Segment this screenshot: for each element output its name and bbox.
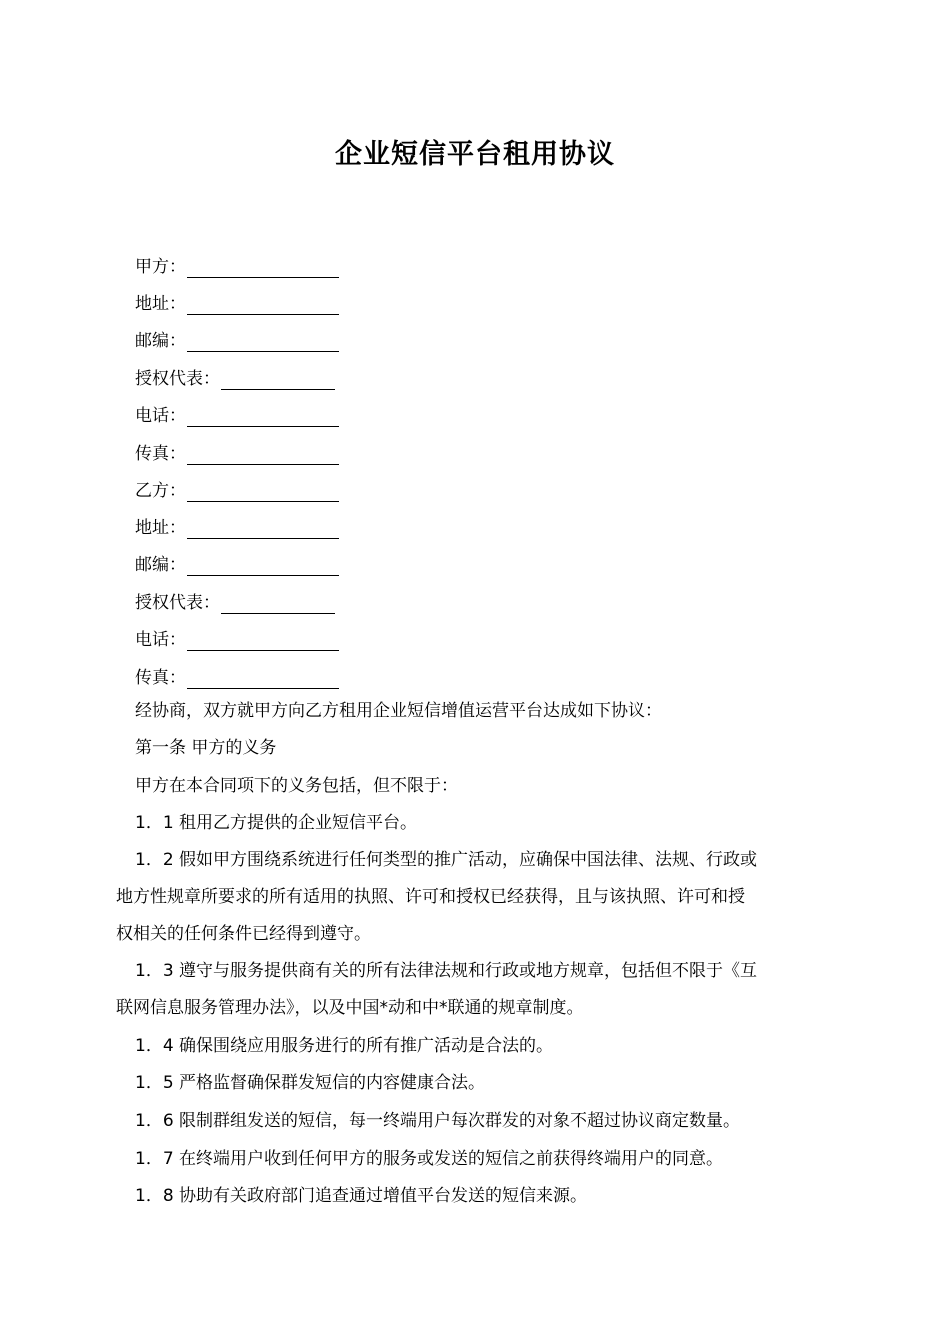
party-b-postcode-blank — [187, 555, 339, 576]
party-a-fax-blank — [187, 444, 339, 465]
party-a-name-blank — [187, 257, 339, 278]
clause-1-1: 1．1 租用乙方提供的企业短信平台。 — [135, 813, 418, 833]
party-a-representative-blank — [221, 369, 335, 390]
party-b-representative-label: 授权代表： — [135, 593, 220, 613]
party-b-fax-blank — [187, 668, 339, 689]
party-a-postcode-blank — [187, 331, 339, 352]
clause-1-3-line-2: 联网信息服务管理办法》，以及中国*动和中*联通的规章制度。 — [116, 998, 584, 1018]
party-a-phone-label: 电话： — [135, 406, 186, 426]
party-a-address-blank — [187, 294, 339, 315]
party-b-address-label: 地址： — [135, 518, 186, 538]
party-b-name-blank — [187, 481, 339, 502]
party-b-representative-blank — [221, 593, 335, 614]
clause-1-8: 1．8 协助有关政府部门追查通过增值平台发送的短信来源。 — [135, 1186, 588, 1206]
clause-1-2-line-1: 1．2 假如甲方围绕系统进行任何类型的推广活动，应确保中国法律、法规、行政或 — [135, 850, 758, 870]
party-b-phone-label: 电话： — [135, 630, 186, 650]
party-a-name-label: 甲方： — [135, 257, 186, 277]
article-1-heading: 第一条 甲方的义务 — [135, 738, 277, 758]
clause-1-7: 1．7 在终端用户收到任何甲方的服务或发送的短信之前获得终端用户的同意。 — [135, 1149, 724, 1169]
party-b-fax-label: 传真： — [135, 668, 186, 688]
party-a-phone-field — [135, 397, 339, 427]
clause-1-2-line-3: 权相关的任何条件已经得到遵守。 — [116, 924, 371, 944]
clause-1-2-line-2: 地方性规章所要求的所有适用的执照、许可和授权已经获得，且与该执照、许可和授 — [116, 887, 745, 907]
party-b-name-field — [135, 472, 339, 502]
clause-1-4: 1．4 确保围绕应用服务进行的所有推广活动是合法的。 — [135, 1036, 554, 1056]
party-a-representative-field — [135, 360, 335, 390]
article-1-lead: 甲方在本合同项下的义务包括，但不限于： — [135, 776, 458, 796]
party-a-fax-label: 传真： — [135, 444, 186, 464]
party-b-representative-field — [135, 584, 335, 614]
party-a-address-label: 地址： — [135, 294, 186, 314]
party-a-phone-blank — [187, 406, 339, 427]
party-a-postcode-field — [135, 322, 339, 352]
party-a-address-field — [135, 285, 339, 315]
party-b-postcode-field — [135, 546, 339, 576]
document-title: 企业短信平台租用协议 — [335, 139, 615, 170]
party-b-phone-blank — [187, 630, 339, 651]
party-b-postcode-label: 邮编： — [135, 555, 186, 575]
clause-1-5: 1．5 严格监督确保群发短信的内容健康合法。 — [135, 1073, 486, 1093]
party-b-phone-field — [135, 621, 339, 651]
intro-paragraph: 经协商，双方就甲方向乙方租用企业短信增值运营平台达成如下协议： — [135, 701, 662, 721]
party-a-representative-label: 授权代表： — [135, 369, 220, 389]
party-a-fax-field — [135, 435, 339, 465]
party-b-fax-field — [135, 659, 339, 689]
clause-1-6: 1．6 限制群组发送的短信，每一终端用户每次群发的对象不超过协议商定数量。 — [135, 1111, 741, 1131]
party-b-name-label: 乙方： — [135, 481, 186, 501]
party-b-address-blank — [187, 518, 339, 539]
party-a-postcode-label: 邮编： — [135, 331, 186, 351]
clause-1-3-line-1: 1．3 遵守与服务提供商有关的所有法律法规和行政或地方规章，包括但不限于《互 — [135, 961, 758, 981]
party-b-address-field — [135, 509, 339, 539]
party-a-name-field — [135, 248, 339, 278]
